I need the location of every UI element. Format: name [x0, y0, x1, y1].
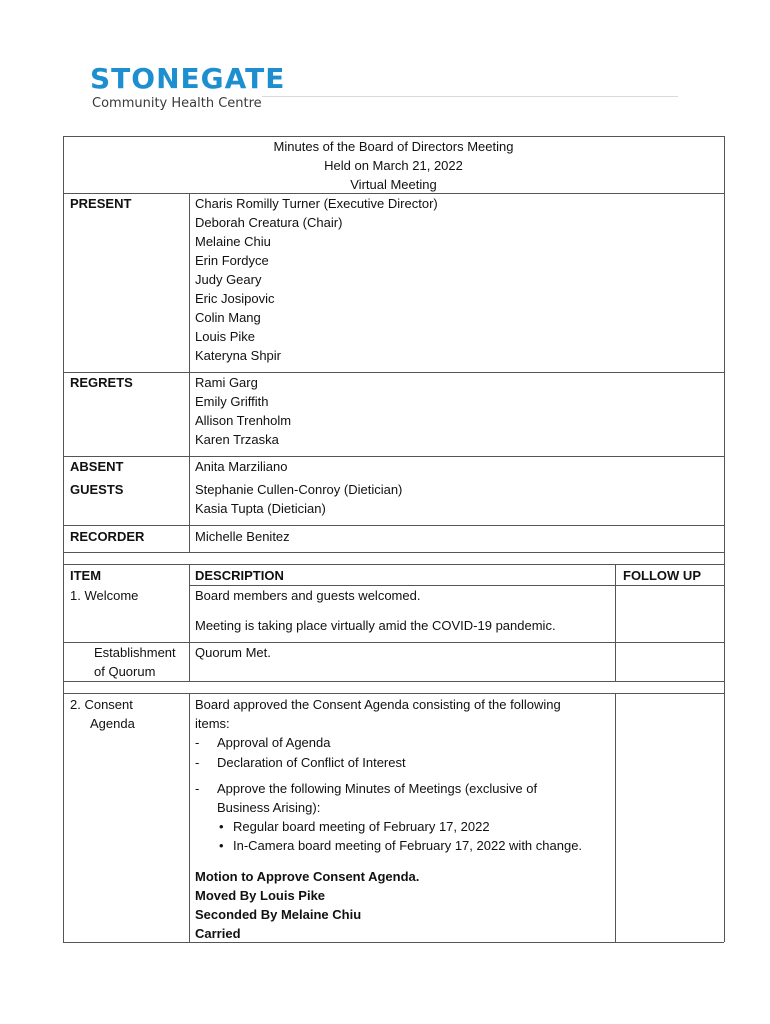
- dash-marker: -: [195, 781, 200, 796]
- table-border-bottom: [63, 942, 724, 943]
- agenda-item-welcome: 1. Welcome: [70, 588, 139, 603]
- agenda-item-consent: 2. Consent: [70, 697, 133, 712]
- list-item: Melaine Chiu: [195, 234, 271, 249]
- logo-subtitle: Community Health Centre: [92, 96, 262, 111]
- list-item: Karen Trzaska: [195, 432, 279, 447]
- present-label: PRESENT: [70, 196, 132, 211]
- motion-text: Motion to Approve Consent Agenda.: [195, 869, 420, 884]
- meeting-date: Held on March 21, 2022: [324, 158, 463, 173]
- list-item: Emily Griffith: [195, 394, 269, 409]
- list-item: Judy Geary: [195, 272, 262, 287]
- logo-wordmark: STONEGATE: [90, 62, 286, 95]
- agenda-item-quorum: Establishment: [94, 645, 176, 660]
- table-col-divider: [189, 693, 190, 942]
- recorder-name: Michelle Benitez: [195, 529, 290, 544]
- list-item: Rami Garg: [195, 375, 258, 390]
- table-line: [63, 693, 724, 694]
- header-rule: [262, 96, 678, 97]
- table-border-right: [724, 136, 725, 942]
- col-header-description: DESCRIPTION: [195, 568, 284, 583]
- welcome-note: Meeting is taking place virtually amid the COVID-19 pandemic.: [195, 618, 556, 633]
- consent-point-minutes-line2: Business Arising):: [217, 800, 321, 815]
- list-item: Colin Mang: [195, 310, 261, 325]
- meeting-title: Minutes of the Board of Directors Meeting: [273, 139, 514, 154]
- absent-name: Anita Marziliano: [195, 459, 288, 474]
- table-line: [63, 525, 724, 526]
- dash-marker: -: [195, 735, 200, 750]
- agenda-item-quorum-line2: of Quorum: [94, 664, 156, 679]
- minutes-bullet-in-camera: • In-Camera board meeting of February 17, 2022 with change.: [233, 836, 582, 855]
- table-line: [63, 456, 724, 457]
- seconded-by: Seconded By Melaine Chiu: [195, 907, 362, 922]
- table-line: [63, 564, 724, 565]
- col-header-follow-up: FOLLOW UP: [623, 568, 701, 583]
- table-col-divider: [189, 193, 190, 552]
- meeting-type: Virtual Meeting: [350, 177, 437, 192]
- table-col-divider: [615, 564, 616, 681]
- agenda-item-consent-line2: Agenda: [90, 716, 135, 731]
- list-item: Deborah Creatura (Chair): [195, 215, 343, 230]
- list-item: Allison Trenholm: [195, 413, 292, 428]
- recorder-label: RECORDER: [70, 529, 145, 544]
- list-item: Charis Romilly Turner (Executive Director): [195, 196, 438, 211]
- welcome-description: Board members and guests welcomed.: [195, 588, 421, 603]
- col-header-item: ITEM: [70, 568, 102, 583]
- list-item: Kateryna Shpir: [195, 348, 281, 363]
- minutes-bullet-regular: • Regular board meeting of February 17, 2022: [233, 817, 490, 836]
- consent-point-conflict: Declaration of Conflict of Interest: [217, 755, 406, 770]
- consent-point-agenda: Approval of Agenda: [217, 735, 331, 750]
- table-line: [63, 681, 724, 682]
- moved-by: Moved By Louis Pike: [195, 888, 326, 903]
- list-item: Kasia Tupta (Dietician): [195, 501, 326, 516]
- list-item: Eric Josipovic: [195, 291, 275, 306]
- guests-label: GUESTS: [70, 482, 124, 497]
- dash-marker: -: [195, 755, 200, 770]
- table-col-divider: [189, 564, 190, 681]
- table-border-left: [63, 136, 64, 942]
- regrets-label: REGRETS: [70, 375, 133, 390]
- quorum-description: Quorum Met.: [195, 645, 271, 660]
- consent-point-minutes: Approve the following Minutes of Meetings (exclusive of: [217, 781, 538, 796]
- list-item: Erin Fordyce: [195, 253, 269, 268]
- absent-label: ABSENT: [70, 459, 124, 474]
- list-item: Stephanie Cullen-Conroy (Dietician): [195, 482, 403, 497]
- table-col-divider: [615, 693, 616, 942]
- table-line: [63, 552, 724, 553]
- motion-result: Carried: [195, 926, 241, 941]
- table-line: [63, 372, 724, 373]
- consent-intro-line2: items:: [195, 716, 230, 731]
- list-item: Louis Pike: [195, 329, 255, 344]
- consent-intro: Board approved the Consent Agenda consisting of the following: [195, 697, 561, 712]
